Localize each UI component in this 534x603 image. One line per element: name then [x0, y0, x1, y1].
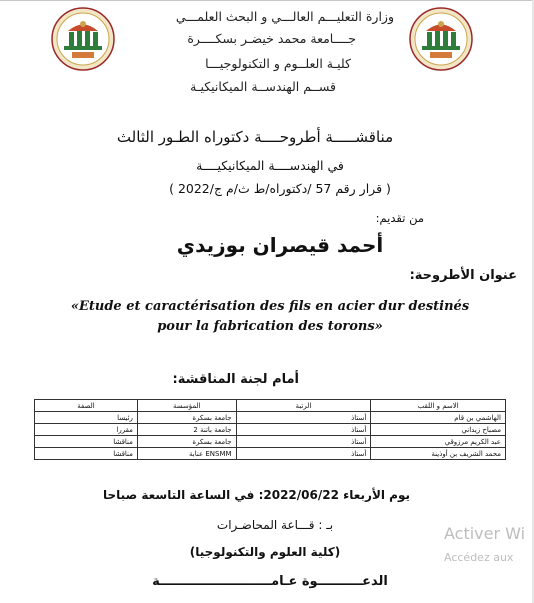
- column-header-rank: الرتبة: [236, 400, 371, 412]
- decision-reference: ( قرار رقم 57 /دكتوراه/ط ث/م ج/2022 ): [169, 181, 391, 196]
- faculty-name: كليـة العلــوم و التكنولوجيـــا: [205, 56, 351, 71]
- field-title: في الهندســــة الميكانيكيــــة: [196, 158, 344, 173]
- jury-name-cell: مصباح زيداني: [371, 424, 506, 436]
- jury-table: [34, 399, 506, 460]
- jury-role-cell: رئيسا: [35, 412, 138, 424]
- top-border: [0, 0, 534, 1]
- jury-name-cell: عبد الكريم مرزوقي: [371, 436, 506, 448]
- university-logo-left: [50, 6, 116, 72]
- ministry-name: وزارة التعليـــم العالـــي و البحث العلمـــي: [175, 9, 394, 24]
- jury-role-cell: مناقشا: [35, 436, 138, 448]
- venue-faculty: (كلية العلوم والتكنولوجيا): [189, 545, 341, 559]
- jury-institution-cell: ENSMM عنابة: [137, 448, 236, 460]
- jury-institution-cell: جامعة بسكرة: [137, 412, 236, 424]
- defense-venue: بـ : قـــاعة المحاضـرات: [216, 518, 334, 532]
- jury-rank-cell: أستاذ: [236, 448, 371, 460]
- activation-watermark-line2: Accédez aux: [444, 551, 514, 564]
- university-logo-right: [408, 6, 474, 72]
- activation-watermark-line1: Activer Wi: [444, 524, 526, 543]
- defense-title: مناقشـــــة أطروحــــة دكتوراه الطـور الثالث: [116, 128, 394, 146]
- jury-table-header-row: [35, 400, 506, 412]
- jury-rank-cell: أستاذ: [236, 436, 371, 448]
- column-header-institution: المؤسسة: [137, 400, 236, 412]
- jury-institution-cell: جامعة باتنة 2: [137, 424, 236, 436]
- table-row: [35, 424, 506, 436]
- jury-role-cell: مقررا: [35, 424, 138, 436]
- university-name: جــــامعة محمد خيضـر بسكــــرة: [187, 31, 356, 46]
- jury-rank-cell: أستاذ: [236, 412, 371, 424]
- jury-role-cell: مناقشا: [35, 448, 138, 460]
- thesis-title-label: عنوان الأطروحة:: [409, 268, 517, 283]
- table-row: [35, 436, 506, 448]
- defense-date: يوم الأربعاء 2022/06/22: في الساعة التاسعة صباحا: [103, 488, 410, 502]
- table-row: [35, 448, 506, 460]
- jury-institution-cell: جامعة بسكرة: [137, 436, 236, 448]
- jury-rank-cell: أستاذ: [236, 424, 371, 436]
- department-name: قســم الهندســة الميكانيكيـة: [190, 79, 336, 94]
- student-name: أحمد قيصران بوزيدي: [176, 233, 384, 257]
- jury-label: أمام لجنة المناقشة:: [172, 372, 299, 387]
- column-header-role: الصفة: [35, 400, 138, 412]
- jury-name-cell: الهاشمي بن قام: [371, 412, 506, 424]
- public-invitation: الدعــــــــــوة عـامـــــــــــــــــــــــــة: [152, 574, 388, 589]
- column-header-name: الاسم و اللقب: [371, 400, 506, 412]
- table-row: [35, 412, 506, 424]
- presented-by-label: من تقديم:: [375, 211, 424, 225]
- jury-name-cell: محمد الشريف بن أوذينة: [371, 448, 506, 460]
- thesis-title: «Etude et caractérisation des fils en acier dur destinés pour la fabrication des torons»: [70, 299, 470, 334]
